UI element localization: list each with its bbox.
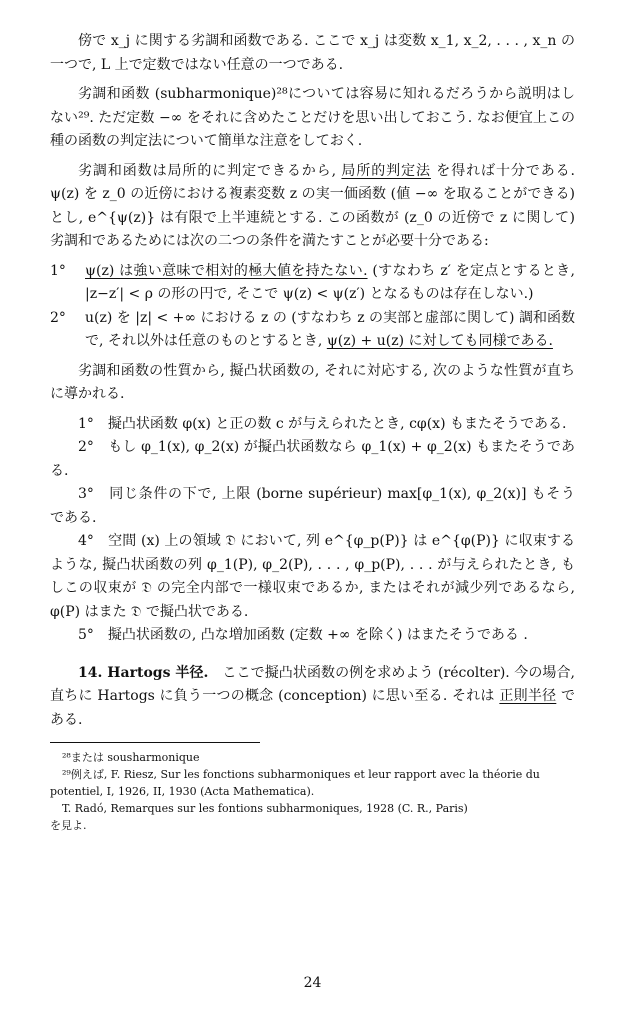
property-5: 5° 擬凸状函数の, 凸な増加函数 (定数 +∞ を除く) はまたそうである . xyxy=(78,627,528,643)
property-4: 4° 空間 (x) 上の領域 𝔇 において, 列 e^{φ_p(P)} は e^{φ(P)} に収束するような, 擬凸状函数の列 φ_1(P), φ_2(P), . . . , φ_p(P), . . . が与えられたとき, もしこの収束が 𝔇 の完全内部で一様収束であるか, またはそれが減少列であるなら, φ(P) はまた 𝔇 で擬凸状である. xyxy=(50,533,575,620)
paragraph-continuation: 傍で x_j に関する劣調和函数である. ここで x_j は変数 x_1, x_2, . . . , x_n の一つで, L 上で定数ではない任意の一つである. xyxy=(50,33,575,73)
footnotes xyxy=(50,749,575,834)
paragraph-local-criterion: 劣調和函数は局所的に判定できるから, 局所的判定法 を得れば十分である. ψ(z) を z_0 の近傍における複素変数 z の実一価函数 (値 −∞ を取ることができる) とし, e^{ψ(z)} は有限で上半連続とする. この函数が (z_0 の近傍で z に関して) 劣調和であるためには次の二つの条件を満たすことが必要十分である: xyxy=(50,162,576,249)
conditions-list xyxy=(50,260,575,354)
local-criterion-term: 局所的判定法 xyxy=(341,162,431,179)
footnote-29-rado: T. Radó, Remarques sur les fontions subharmoniques, 1928 (C. R., Paris) xyxy=(62,802,468,815)
section-14: 14. Hartogs 半径. ここで擬凸状函数の例を求めよう (récolter). 今の場合, 直ちに Hartogs に負う一つの概念 (conception) に思い至る. それは 正則半径 である. xyxy=(50,664,575,728)
paragraph-properties-intro: 劣調和函数の性質から, 擬凸状函数の, それに対応する, 次のような性質が直ちに導かれる. xyxy=(50,362,575,402)
footnote-29: ²⁹例えば, F. Riesz, Sur les fonctions subharmoniques et leur rapport avec la théorie du potentiel, I, 1926, II, 1930 (Acta Mathematica). xyxy=(50,768,540,798)
regularity-radius-term: 正則半径 xyxy=(499,688,557,704)
property-3: 3° 同じ条件の下で, 上限 (borne supérieur) max[φ_1(x), φ_2(x)] もそうである. xyxy=(50,486,575,526)
footnote-28: ²⁸または sousharmonique xyxy=(62,751,200,764)
property-1: 1° 擬凸状函数 φ(x) と正の数 c が与えられたとき, cφ(x) もまたそうである. xyxy=(78,415,567,432)
condition-2: 2° u(z) を |z| < +∞ における z の (すなわち z の実部と虚部に関して) 調和函数で, それ以外は任意のものとするとき, ψ(z) + u(z) に対しても同様である. xyxy=(50,309,575,349)
section-heading: 14. Hartogs 半径. xyxy=(78,664,209,681)
condition-1: 1° ψ(z) は強い意味で相対的極大値を持たない. (すなわち z′ を定点とするとき, |z−z′| < ρ の形の円で, そこで ψ(z) < ψ(z′) となるものは存在しない.) xyxy=(50,262,575,302)
property-2: 2° もし φ_1(x), φ_2(x) が擬凸状函数なら φ_1(x) + φ_2(x) もまたそうである. xyxy=(50,439,575,479)
footnote-29-see: を見よ. xyxy=(50,819,87,832)
footnote-divider xyxy=(50,742,260,743)
page-number: 24 xyxy=(303,975,322,991)
paragraph-subharmonic: 劣調和函数 (subharmonique)²⁸については容易に知れるだろうから説明はしない²⁹. ただ定数 −∞ をそれに含めたことだけを思い出しておこう. なお便宜上この種の函数の判定法について簡単な注意をしておく. xyxy=(50,86,575,149)
